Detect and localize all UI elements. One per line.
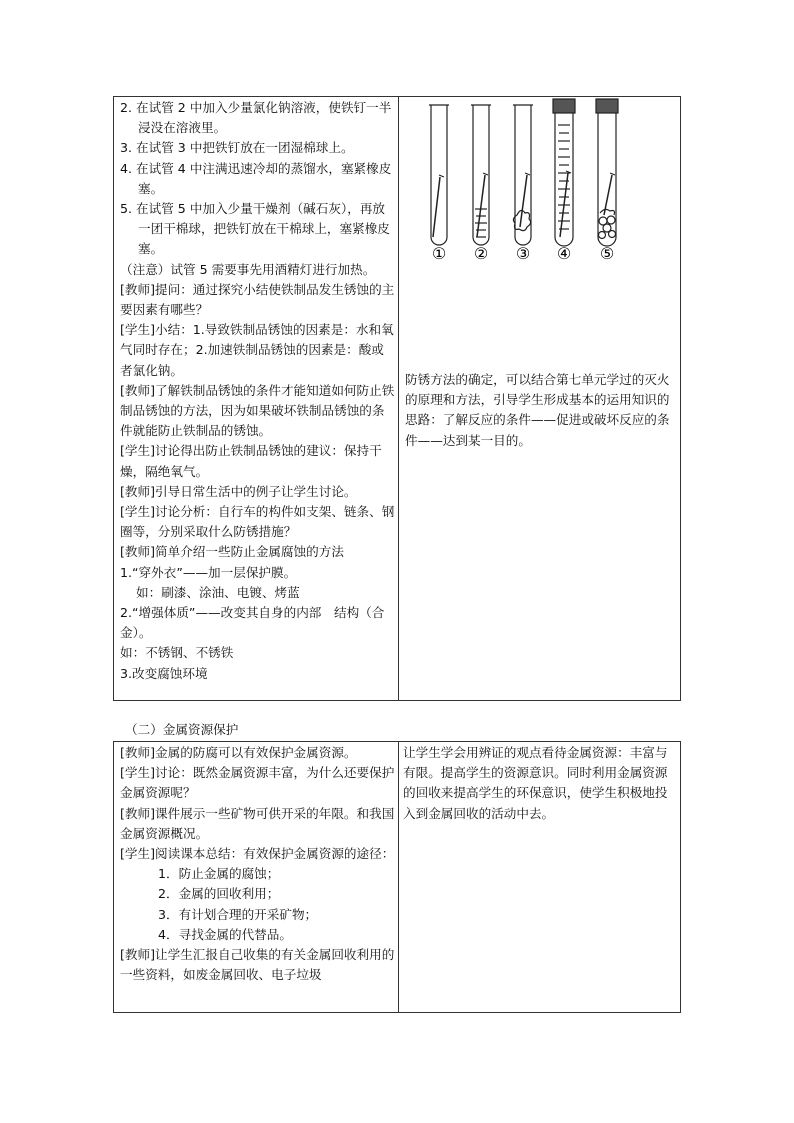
- teacher-question: [教师]提问：通过探究小结使铁制品发生锈蚀的主要因素有哪些？: [120, 281, 395, 318]
- step-5: 5. 在试管 5 中加入少量干燥剂（碱石灰），再放一团干棉球，把铁钉放在干棉球上，塞紧橡皮塞。: [120, 201, 390, 257]
- teacher-statement: [教师]金属的防腐可以有效保护金属资源。: [120, 745, 357, 760]
- step-4: 4. 在试管 4 中注满迅速冷却的蒸馏水，塞紧橡皮塞。: [120, 160, 392, 196]
- column-divider: [398, 742, 399, 1012]
- test-tube-2: [471, 105, 491, 245]
- way-3: 3．有计划合理的开采矿物；: [158, 906, 318, 922]
- experiment-table: [113, 96, 681, 701]
- procedure-cell: [120, 98, 395, 684]
- column-divider: [398, 97, 399, 700]
- teacher-report: [教师]让学生汇报自己收集的有关金属回收利用的一些资料，如废金属回收、电子垃圾: [120, 947, 395, 983]
- intent-note: 让学生学会用辨证的观点看待金属资源：丰富与有限。提高学生的资源意识。同时利用金属资源的回收来提高学生的环保意识，使学生积极地投入到金属回收的活动中去。: [403, 745, 668, 821]
- intent-cell: [403, 743, 679, 824]
- section-title: （二）金属资源保护: [125, 722, 239, 737]
- tube-label-4: ④: [556, 244, 572, 263]
- way-1: 1．防止金属的腐蚀；: [158, 866, 280, 882]
- tube-label-5: ⑤: [599, 244, 615, 263]
- test-tube-5: [596, 99, 618, 246]
- teacher-courseware: [教师]课件展示一些矿物可供开采的年限。和我国金属资源概况。: [120, 805, 395, 841]
- test-tube-3: [513, 105, 533, 245]
- method-1-example: 如：刷漆、涂油、电镀、烤蓝: [136, 584, 300, 600]
- way-4: 4．寻找金属的代替品。: [158, 926, 292, 942]
- method-1: 1.“穿外衣”——加一层保护膜。: [120, 564, 297, 580]
- teacher-explanation: [教师]了解铁制品锈蚀的条件才能知道如何防止铁制品锈蚀的方法，因为如果破坏铁制品锈蚀的条件就能防止铁制品的锈蚀。: [120, 382, 395, 439]
- method-3: 3.改变腐蚀环境: [120, 665, 208, 681]
- design-note: 防锈方法的确定，可以结合第七单元学过的灭火的原理和方法，引导学生形成基本的运用知识的思路：了解反应的条件——促进或破坏反应的条件——达到某一目的。: [405, 372, 670, 448]
- student-question: [学生]讨论：既然金属资源丰富，为什么还要保护金属资源呢？: [120, 765, 395, 801]
- tube-label-2: ②: [473, 244, 489, 263]
- test-tube-1: [429, 105, 449, 245]
- tube-label-1: ①: [431, 244, 447, 263]
- caution-note: （注意）试管 5 需要事先用酒精灯进行加热。: [120, 261, 376, 277]
- student-reading: [学生]阅读课本总结：有效保护金属资源的途径：: [120, 846, 395, 862]
- student-suggestion: [学生]讨论得出防止铁制品锈蚀的建议：保持干燥，隔绝氧气。: [120, 443, 382, 479]
- method-2-example: 如：不锈钢、不锈铁: [120, 645, 234, 661]
- step-2: 2. 在试管 2 中加入少量氯化钠溶液，使铁钉一半浸没在溶液里。: [120, 100, 392, 136]
- test-tube-4: [553, 99, 575, 246]
- resource-protection-table: [113, 741, 681, 1013]
- activity-cell: [120, 743, 395, 985]
- method-2: 2.“增强体质”——改变其自身的内部 结构（合金）。: [120, 605, 385, 641]
- student-summary: [学生]小结：1.导致铁制品锈蚀的因素是：水和氧气同时存在；2.加速铁制品锈蚀的因素是：酸或者氯化钠。: [120, 322, 394, 378]
- step-3: 3. 在试管 3 中把铁钉放在一团湿棉球上。: [120, 140, 354, 156]
- teacher-intro: [教师]简单介绍一些防止金属腐蚀的方法: [120, 544, 344, 560]
- tube-label-3: ③: [515, 244, 531, 263]
- way-2: 2．金属的回收利用；: [158, 886, 280, 902]
- student-discussion: [学生]讨论分析：自行车的构件如支架、链条、钢圈等，分别采取什么防锈措施？: [120, 504, 395, 540]
- teacher-guide: [教师]引导日常生活中的例子让学生讨论。: [120, 483, 357, 499]
- test-tubes-figure: [403, 97, 679, 267]
- illustration-cell: [403, 97, 679, 448]
